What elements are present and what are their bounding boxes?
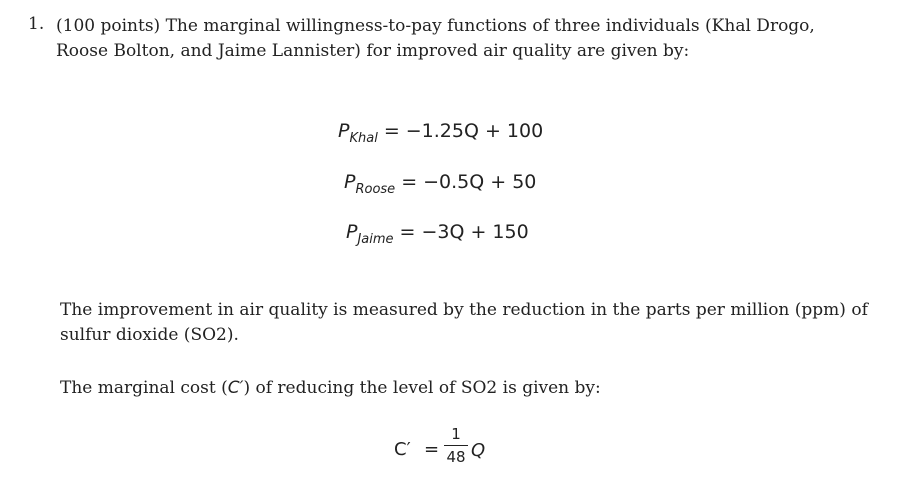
paragraph-text-before: The marginal cost ( [60, 378, 228, 398]
equation-rhs: −1.25Q + 100 [405, 120, 544, 142]
equals-sign: = [383, 120, 400, 142]
fraction-bar [444, 445, 468, 446]
fraction-numerator: 1 [451, 425, 461, 443]
paragraph-air-quality: The improvement in air quality is measured by the reduction in the parts per million (ppm) of sulfur dioxide (SO2). [60, 300, 868, 345]
equation-jaime [346, 221, 529, 247]
paragraph-text-after: ) of reducing the level of SO2 is given by: [243, 378, 601, 398]
equals-sign: = [401, 171, 418, 193]
fraction [444, 424, 468, 466]
question-number: 1. [28, 14, 45, 34]
fraction-denominator: 48 [446, 448, 466, 466]
equals-sign: = [399, 221, 416, 243]
cost-equation-variable: Q [471, 440, 486, 461]
marginal-cost-symbol: C′ [227, 378, 244, 398]
equation-subscript: Khal [349, 131, 378, 146]
equation-symbol: P [346, 221, 358, 243]
equation-subscript: Jaime [357, 232, 394, 247]
equation-rhs: −3Q + 150 [421, 221, 529, 243]
equation-symbol: P [338, 120, 350, 142]
equation-roose [344, 171, 537, 197]
equation-khal [338, 120, 544, 146]
equation-subscript: Roose [355, 182, 396, 197]
problem-statement [28, 14, 888, 64]
question-text: (100 points) The marginal willingness-to-pay functions of three individuals (Khal Drogo, Roose Bolton, and Jaime Lannister) for improved air quality are given by: [56, 16, 815, 61]
equation-symbol: P [344, 171, 356, 193]
paragraph-marginal-cost [60, 376, 870, 401]
equals-sign: = [424, 439, 440, 460]
cost-equation-lhs: C′ [394, 439, 411, 460]
equation-rhs: −0.5Q + 50 [423, 171, 537, 193]
